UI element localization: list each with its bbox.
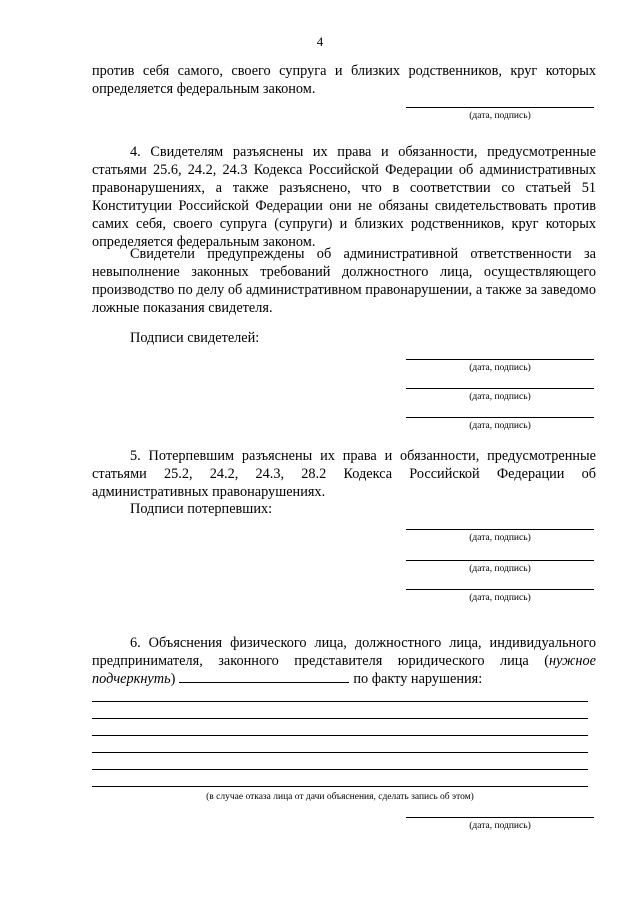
signature-caption: (дата, подпись) (469, 392, 531, 402)
section4-text: 4. Свидетелям разъяснены их права и обязанности, предусмотренные статьями 25.6, 24.2, 24.3 Кодекса Российской Федерации об административных правонарушениях, а также разъяснено, что в соответствии со статьей 51 Конституции Российской Федерации они не обязаны свидетельствовать против самих себя, своего супруга (супруги) и близких родственников, круг которых определяется федеральным законом. (92, 144, 596, 250)
section6-line2 (92, 652, 596, 670)
signature-caption: (дата, подпись) (469, 821, 531, 831)
violation-fact-blank[interactable] (179, 670, 349, 683)
witness-signature-1 (406, 359, 594, 374)
section5-text: 5. Потерпевшим разъяснены их права и обязанности, предусмотренные статьями 25.2, 24.2, 24.3, 28.2 Кодекса Российской Федерации об административных правонарушениях. (92, 448, 596, 500)
explanation-line-6[interactable] (92, 786, 588, 787)
explanation-signature (406, 817, 594, 832)
signature-caption: (дата, подпись) (469, 363, 531, 373)
signature-line[interactable] (406, 817, 594, 818)
signature-caption: (дата, подпись) (469, 593, 531, 603)
signature-caption: (дата, подпись) (469, 564, 531, 574)
refusal-note: (в случае отказа лица от дачи объяснения, сделать запись об этом) (206, 792, 474, 802)
witness-signature-2 (406, 388, 594, 403)
signature-line[interactable] (406, 560, 594, 561)
section6-line3-paren: ) (170, 671, 176, 687)
section6-line1: 6. Объяснения физического лица, должностного лица, индивидуального (130, 635, 596, 651)
signature-line[interactable] (406, 417, 594, 418)
explanation-line-5[interactable] (92, 769, 588, 770)
signature-caption: (дата, подпись) (469, 111, 531, 121)
section6-line3-tail: по факту нарушения: (353, 671, 483, 687)
witness-signature-3 (406, 417, 594, 432)
section4-warning: Свидетели предупреждены об административной ответственности за невыполнение законных требований должностного лица, осуществляющего производство по делу об административном правонарушении, а также за заведомо ложные показания свидетеля. (92, 246, 596, 316)
signature-block-1 (406, 107, 594, 122)
page-number: 4 (316, 34, 324, 49)
explanation-line-3[interactable] (92, 735, 588, 736)
signature-line[interactable] (406, 589, 594, 590)
section6-line3-italic: подчеркнуть (92, 671, 171, 687)
signature-line[interactable] (406, 359, 594, 360)
victim-signature-3 (406, 589, 594, 604)
section6-line3 (92, 670, 596, 688)
victim-signature-1 (406, 529, 594, 544)
victims-signatures-heading: Подписи потерпевших: (130, 501, 273, 517)
signature-line[interactable] (406, 529, 594, 530)
signature-caption: (дата, подпись) (469, 421, 531, 431)
signature-line[interactable] (406, 388, 594, 389)
signature-caption: (дата, подпись) (469, 533, 531, 543)
explanation-line-1[interactable] (92, 701, 588, 702)
explanation-line-4[interactable] (92, 752, 588, 753)
explanation-line-2[interactable] (92, 718, 588, 719)
section6-line2-text: предпринимателя, законного представителя юридического лица ( (92, 653, 550, 669)
section6-line2-italic: нужное (549, 653, 596, 669)
section3-continuation: против себя самого, своего супруга и близких родственников, круг которых определяется федеральным законом. (92, 63, 596, 97)
witnesses-signatures-heading: Подписи свидетелей: (130, 330, 260, 346)
signature-line[interactable] (406, 107, 594, 108)
victim-signature-2 (406, 560, 594, 575)
